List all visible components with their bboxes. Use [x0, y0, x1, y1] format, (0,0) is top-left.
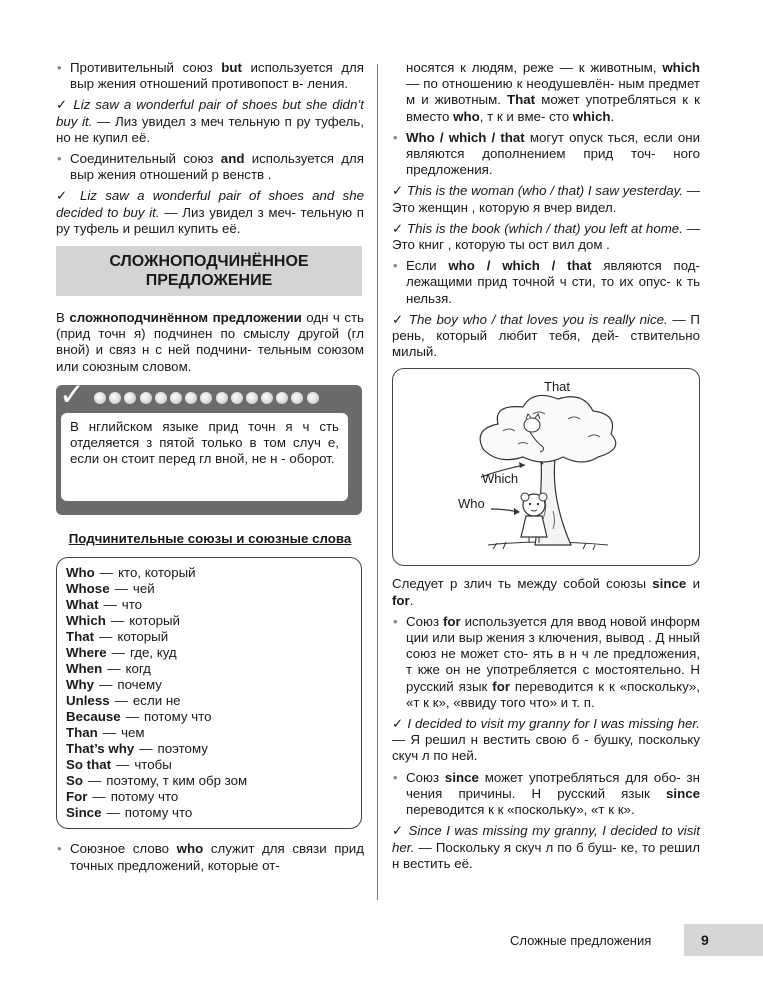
keyword-since: since — [444, 769, 479, 785]
keyword-for: for — [492, 678, 510, 694]
conjunction-russian: поэтому — [157, 741, 208, 757]
note-text: В нглийском языке прид точн я ч сть отделяется з пятой только в том случ е, если он стоит перед гл вной, не н - оборот. — [61, 413, 348, 501]
conjunction-english: When — [66, 661, 103, 677]
dash: — — [107, 661, 121, 677]
column-divider — [377, 64, 378, 900]
example-english: ✓ Liz saw a wonderful pair of shoes and she decided to buy it. — [56, 188, 364, 220]
conjunction-row — [66, 773, 352, 789]
conjunction-english: Where — [66, 645, 107, 661]
dash: — — [111, 645, 125, 661]
dash: — — [116, 757, 130, 773]
example-boy — [392, 312, 700, 361]
keyword-and: and — [220, 151, 245, 167]
conjunction-russian: потому что — [124, 805, 193, 821]
conjunction-row — [66, 629, 352, 645]
example-russian: — Лиз увидел з меч тельную п ру туфель, но не купил её. — [56, 113, 364, 145]
dash: — — [125, 709, 139, 725]
example-english: ✓ The boy who / that loves you is really nice. — [392, 311, 668, 327]
text: Союзное слово — [70, 841, 177, 857]
conjunction-russian: потому что — [144, 709, 212, 725]
text: может употребляться к к вместо — [406, 92, 700, 124]
label-that: That — [544, 379, 571, 395]
label-which: Which — [482, 471, 519, 487]
right-column — [392, 56, 700, 877]
conjunction-russian: чтобы — [134, 757, 172, 773]
text: являются под- лежащими прид точной ч сти, то их опус- к ть нельзя. — [406, 258, 700, 306]
conjunction-english: Since — [66, 805, 102, 821]
dash: — — [102, 725, 117, 741]
text: используется для ввод новой информ ции или выр жения з ключения, вывод . Д нный союз не может сто- ять в н ч ле предложения, т кже он не употребляется с мостоятельно. Н русский язык — [406, 613, 701, 694]
example-granny-for — [392, 716, 700, 765]
conjunction-russian: который — [129, 613, 180, 629]
example-russian: — Лиз увидел з меч- тельную п ру туфель и решил купить её. — [56, 204, 364, 236]
conjunction-russian: который — [117, 629, 169, 645]
dash: — — [99, 565, 114, 581]
example-and — [56, 188, 364, 237]
text: Союз — [406, 769, 445, 785]
conjunction-russian: что — [121, 597, 143, 613]
paragraph-subject — [392, 258, 700, 307]
paragraph-but — [56, 60, 364, 92]
example-english: ✓ Since I was missing my granny, I decided to visit her. — [392, 823, 700, 855]
text: может употребляться для обо- зн чения причины. Н русский язык — [406, 769, 700, 801]
text: и — [686, 576, 700, 592]
conjunction-russian: кто, который — [118, 565, 196, 581]
left-column — [56, 56, 364, 879]
conjunction-english: Than — [66, 725, 98, 741]
dash: — — [103, 597, 117, 613]
conjunction-row — [66, 661, 352, 677]
conjunction-russian: если не — [132, 693, 181, 709]
since-for-intro — [392, 576, 700, 608]
conjunction-row — [66, 677, 352, 693]
text: , т к и вме- сто — [479, 108, 573, 124]
conjunction-english: Which — [66, 613, 106, 629]
example-russian: — Это женщин , которую я вчер видел. — [392, 183, 700, 215]
keywords: Who / which / that — [406, 129, 525, 145]
example-russian: — Это книг , которую ты ост вил дом . — [392, 220, 700, 253]
conjunction-english: Why — [66, 677, 95, 693]
paragraph-omit — [392, 130, 700, 179]
dash: — — [88, 773, 102, 789]
footer-title: Сложные предложения — [510, 933, 652, 948]
text: переводится к к «поскольку», «т к к». — [406, 802, 635, 818]
conjunction-row — [66, 645, 352, 661]
text: Если — [406, 258, 449, 274]
definition-paragraph — [56, 310, 364, 375]
dash: — — [139, 741, 153, 757]
example-english: ✓ I decided to visit my granny for I was missing her. — [392, 716, 700, 732]
keyword-which: which — [662, 60, 700, 75]
paragraph-for — [392, 614, 700, 711]
conjunction-row — [66, 757, 352, 773]
text: одн ч сть (прид точн я) подчинен по смыслу другой (гл вной) и связ н с ней подчини- тельным союзом или союзным словом. — [56, 310, 364, 374]
example-granny-since — [392, 823, 700, 872]
conjunction-russian: почему — [117, 677, 162, 693]
conjunction-row — [66, 725, 352, 741]
dash: — — [92, 789, 106, 805]
conjunction-row — [66, 709, 352, 725]
example-russian: — Я решил н вестить свою б - бушку, поскольку скуч л по ней. — [392, 732, 700, 764]
example-russian: — Поскольку я скуч л по б буш- ке, то решил н вестить её. — [392, 839, 700, 871]
example-english: ✓ This is the woman (who / that) I saw yesterday. — [392, 183, 683, 199]
text: Соединительный союз — [70, 151, 221, 167]
conjunction-english: That — [66, 629, 95, 645]
keywords: who / which / that — [448, 258, 592, 274]
text: Противительный союз — [70, 60, 222, 75]
text: Следует р злич ть между собой союзы — [392, 576, 653, 592]
conjunction-row — [66, 805, 352, 821]
example-book — [392, 221, 700, 253]
keyword-for: for — [392, 592, 410, 608]
conjunction-english: That’s why — [66, 741, 135, 757]
keyword-since: since — [665, 785, 700, 801]
paragraph-and — [56, 151, 364, 183]
paragraph-who — [56, 841, 364, 873]
conjunction-row — [66, 565, 352, 581]
text: — по отношению к неодушевлён- ным предмет м и животным. — [406, 76, 700, 108]
dash: — — [106, 805, 120, 821]
example-english: ✓ This is the book (which / that) you left at home. — [392, 220, 683, 236]
conjunction-russian: чем — [121, 725, 145, 741]
conjunction-english: What — [66, 597, 99, 613]
checkmark-icon: ✓ — [59, 376, 85, 412]
conjunction-english: Unless — [66, 693, 110, 709]
text: используется для выр жения отношений противопост в- ления. — [70, 60, 364, 92]
conjunctions-heading: Подчинительные союзы и союзные слова — [68, 530, 352, 546]
tree-illustration — [392, 368, 700, 566]
conjunction-english: So — [66, 773, 83, 789]
tree-drawing — [393, 369, 699, 565]
keyword-for: for — [442, 613, 461, 629]
dash: — — [114, 581, 128, 597]
page-number: 9 — [684, 924, 763, 956]
conjunction-english: Because — [66, 709, 121, 725]
keyword-who: who — [176, 841, 204, 857]
conjunctions-list — [56, 557, 362, 829]
conjunction-english: So that — [66, 757, 112, 773]
label-who: Who — [458, 496, 485, 512]
text: носятся к людям, реже — к животным, — [406, 60, 657, 75]
paragraph-since — [392, 770, 700, 819]
example-but — [56, 97, 364, 146]
keyword-since: since — [652, 576, 687, 592]
conjunction-russian: чей — [132, 581, 155, 597]
section-title: СЛОЖНОПОДЧИНЁННОЕ ПРЕДЛОЖЕНИЕ — [56, 246, 362, 296]
conjunction-russian: когд — [125, 661, 151, 677]
keyword-that: That — [507, 92, 536, 108]
conjunction-english: Whose — [66, 581, 110, 597]
conjunction-row — [66, 581, 352, 597]
keyword-but: but — [221, 60, 242, 75]
conjunction-russian: поэтому, т ким обр зом — [106, 773, 248, 789]
conjunction-english: For — [66, 789, 88, 805]
text: переводится к к «поскольку», «т к к», «ввиду того что» и т. п. — [406, 678, 700, 710]
keyword-which: which — [572, 108, 611, 124]
text: служит для связи прид точных предложений, которые от- — [70, 841, 364, 873]
conjunction-row — [66, 741, 352, 757]
conjunction-row — [66, 693, 352, 709]
example-woman — [392, 183, 700, 215]
conjunction-row — [66, 613, 352, 629]
dash: — — [99, 677, 113, 693]
text: . — [610, 108, 615, 124]
term: сложноподчинённом предложении — [69, 310, 302, 326]
paragraph-who-continued — [392, 60, 700, 125]
conjunction-russian: где, куд — [129, 645, 177, 661]
text: В — [56, 310, 70, 326]
text: Союз — [406, 613, 443, 629]
example-english: ✓ Liz saw a wonderful pair of shoes but she didn’t buy it. — [56, 97, 364, 129]
keyword-who: who — [453, 108, 480, 124]
conjunction-row — [66, 789, 352, 805]
dash: — — [99, 629, 113, 645]
conjunction-russian: потому что — [110, 789, 179, 805]
conjunction-english: Who — [66, 565, 95, 581]
text: используется для выр жения отношений р венств . — [70, 151, 364, 183]
note-box — [56, 376, 362, 515]
dots-decoration — [94, 392, 322, 408]
text: могут опуск ться, если они являются дополнением прид точ- ного предложения. — [406, 129, 700, 178]
conjunction-row — [66, 597, 352, 613]
dash: — — [114, 693, 128, 709]
example-russian: — П рень, который любит тебя, дей- ствительно милый. — [392, 311, 700, 360]
dash: — — [110, 613, 125, 629]
text: . — [409, 592, 414, 608]
